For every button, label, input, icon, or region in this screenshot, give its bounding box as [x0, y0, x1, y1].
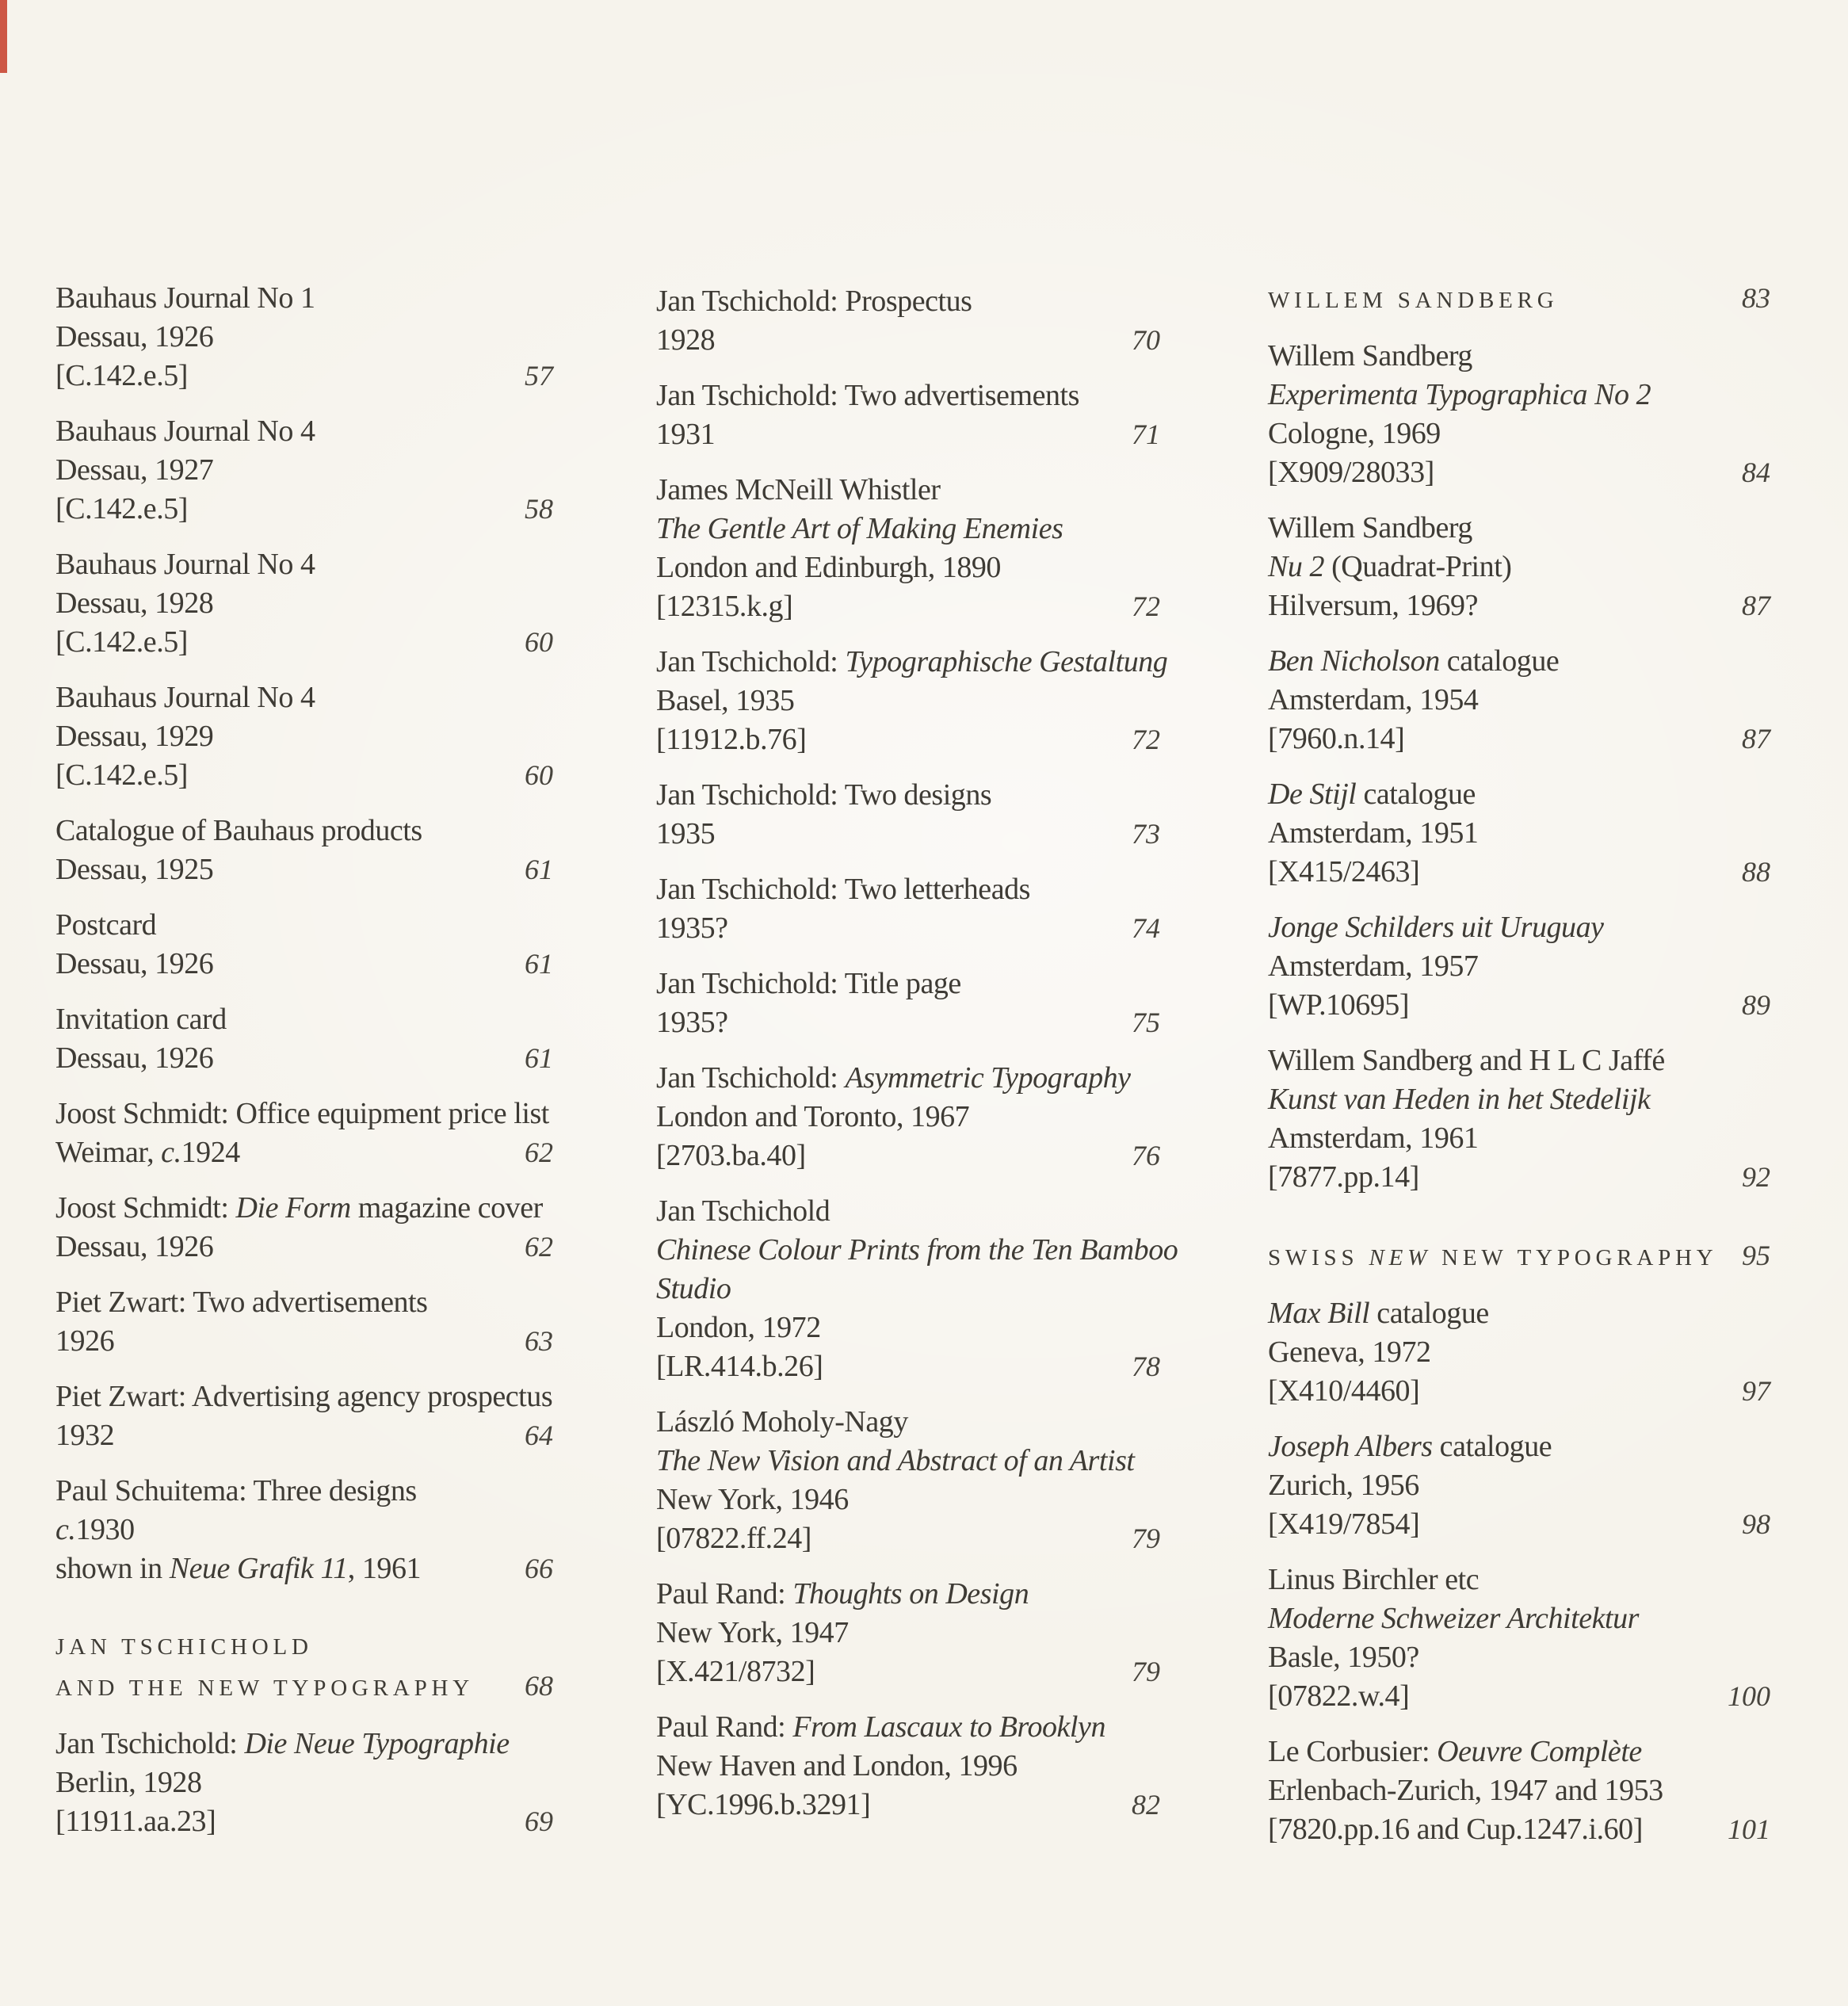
column-2 — [656, 282, 1178, 1841]
line-text: Dessau, 1927 — [55, 453, 214, 487]
entry-line — [55, 451, 553, 490]
line-text: Jan Tschichold: Typographische Gestaltung — [656, 645, 1168, 678]
line-text: Kunst van Heden in het Stedelijk — [1268, 1083, 1651, 1116]
line-text: Willem Sandberg — [1268, 339, 1472, 373]
line-text: [2703.ba.40] — [656, 1139, 806, 1172]
entry-line — [1268, 1372, 1770, 1411]
entry-line — [656, 1614, 1160, 1653]
line-text: Moderne Schweizer Architektur — [1268, 1602, 1639, 1635]
scan-edge-artifact — [0, 0, 7, 73]
page-number: 98 — [1742, 1508, 1770, 1540]
page-number: 82 — [1132, 1789, 1160, 1821]
catalogue-entry — [1268, 1733, 1770, 1849]
line-text: [11912.b.76] — [656, 723, 807, 756]
entry-line — [55, 1628, 553, 1667]
entry-line — [656, 1403, 1160, 1442]
entry-line — [656, 776, 1160, 815]
entry-line — [656, 1747, 1160, 1786]
catalogue-entry — [1268, 509, 1770, 625]
entry-line — [55, 584, 553, 623]
entry-line — [1268, 453, 1770, 492]
catalogue-entry — [656, 1708, 1160, 1825]
entry-line — [1268, 1677, 1770, 1716]
line-text: [07822.w.4] — [1268, 1679, 1410, 1713]
catalogue-entry — [1268, 908, 1770, 1025]
entry-line — [1268, 376, 1770, 415]
entry-line — [656, 376, 1160, 415]
line-text: [12315.k.g] — [656, 590, 793, 623]
entry-line — [55, 1133, 553, 1172]
entry-line — [55, 1763, 553, 1802]
line-text: Jan Tschichold: Prospectus — [656, 285, 972, 318]
line-text: Jan Tschichold — [656, 1194, 830, 1228]
entry-line — [55, 906, 553, 945]
entry-line — [656, 1442, 1160, 1481]
page-number: 61 — [525, 1042, 553, 1074]
page-number: 60 — [525, 759, 553, 791]
entry-line — [55, 490, 553, 529]
section-header — [1268, 1236, 1770, 1278]
entry-line — [1268, 720, 1770, 758]
line-text: [X415/2463] — [1268, 855, 1420, 888]
entry-line — [656, 1519, 1160, 1558]
line-text: Dessau, 1926 — [55, 320, 214, 353]
page-number: 68 — [525, 1670, 553, 1702]
entry-line — [1268, 1236, 1770, 1278]
page-number: 79 — [1132, 1656, 1160, 1687]
entry-line — [1268, 1041, 1770, 1080]
line-text: Jonge Schilders uit Uruguay — [1268, 911, 1604, 944]
line-text: Experimenta Typographica No 2 — [1268, 378, 1651, 411]
page-number: 66 — [525, 1553, 553, 1584]
page-number: 58 — [525, 493, 553, 525]
line-text: [C.142.e.5] — [55, 492, 189, 525]
line-text: Joost Schmidt: Die Form magazine cover — [55, 1191, 543, 1225]
line-text: New York, 1947 — [656, 1616, 849, 1649]
entry-line — [656, 1347, 1160, 1386]
line-text: Piet Zwart: Two advertisements — [55, 1286, 428, 1319]
entry-line — [656, 471, 1160, 510]
entry-line — [656, 415, 1160, 454]
catalogue-entry — [55, 1377, 553, 1455]
entry-line — [55, 1000, 553, 1039]
line-text: Basel, 1935 — [656, 684, 795, 717]
catalogue-entry — [55, 1472, 553, 1588]
line-text: London, 1972 — [656, 1311, 821, 1344]
page-number: 87 — [1742, 590, 1770, 621]
line-text: SWISS NEW NEW TYPOGRAPHY — [1268, 1245, 1718, 1270]
catalogue-entry — [55, 1725, 553, 1841]
catalogue-entry — [656, 870, 1160, 948]
entry-line — [656, 510, 1160, 548]
entry-line — [55, 1377, 553, 1416]
line-text: László Moholy-Nagy — [656, 1405, 908, 1439]
line-text: Willem Sandberg and H L C Jaffé — [1268, 1044, 1665, 1077]
line-text: The New Vision and Abstract of an Artist — [656, 1444, 1135, 1477]
catalogue-entry — [55, 1189, 553, 1267]
page-number: 95 — [1742, 1240, 1770, 1271]
line-text: Zurich, 1956 — [1268, 1469, 1419, 1502]
line-text: London and Edinburgh, 1890 — [656, 551, 1001, 584]
line-text: Jan Tschichold: Two letterheads — [656, 873, 1030, 906]
line-text: Ben Nicholson catalogue — [1268, 644, 1560, 678]
entry-line — [55, 1549, 553, 1588]
catalogue-entry — [55, 1283, 553, 1361]
line-text: De Stijl catalogue — [1268, 778, 1476, 811]
catalogue-entry — [55, 545, 553, 662]
entry-line — [656, 1137, 1160, 1175]
page-number: 88 — [1742, 856, 1770, 888]
line-text: Dessau, 1926 — [55, 1230, 214, 1263]
line-text: Invitation card — [55, 1003, 227, 1036]
page-number: 69 — [525, 1805, 553, 1837]
entry-line — [656, 1231, 1178, 1270]
page-number: 70 — [1132, 324, 1160, 356]
catalogue-entry — [55, 812, 553, 889]
page-number: 71 — [1132, 418, 1160, 450]
entry-line — [1268, 1638, 1770, 1677]
entry-line — [1268, 1505, 1770, 1544]
line-text: Dessau, 1926 — [55, 1041, 214, 1075]
entry-line — [1268, 1733, 1770, 1771]
entry-line — [55, 812, 553, 850]
catalogue-entry — [656, 965, 1160, 1042]
entry-line — [1268, 1466, 1770, 1505]
page-number: 61 — [525, 854, 553, 885]
line-text: [X909/28033] — [1268, 456, 1434, 489]
line-text: Linus Birchler etc — [1268, 1563, 1480, 1596]
line-text: Joost Schmidt: Office equipment price list — [55, 1097, 549, 1130]
catalogue-entry — [1268, 775, 1770, 892]
page-number: 73 — [1132, 818, 1160, 850]
entry-line — [55, 1039, 553, 1078]
line-text: [YC.1996.b.3291] — [656, 1788, 871, 1821]
line-text: Berlin, 1928 — [55, 1766, 202, 1799]
entry-line — [55, 1322, 553, 1361]
entry-line — [656, 1481, 1160, 1519]
line-text: 1935 — [656, 817, 716, 850]
entry-line — [1268, 947, 1770, 986]
line-text: WILLEM SANDBERG — [1268, 288, 1559, 313]
entry-line — [656, 1309, 1160, 1347]
line-text: 1931 — [656, 418, 716, 451]
page-number: 57 — [525, 360, 553, 392]
line-text: [C.142.e.5] — [55, 359, 189, 392]
catalogue-entry — [656, 471, 1160, 626]
entry-line — [1268, 853, 1770, 892]
entry-line — [1268, 1427, 1770, 1466]
line-text: [11911.aa.23] — [55, 1805, 216, 1838]
page-number: 92 — [1742, 1161, 1770, 1193]
line-text: [X419/7854] — [1268, 1507, 1420, 1541]
catalogue-entry — [656, 776, 1160, 854]
line-text: Joseph Albers catalogue — [1268, 1430, 1552, 1463]
line-text: Bauhaus Journal No 4 — [55, 415, 315, 448]
line-text: Basle, 1950? — [1268, 1641, 1419, 1674]
entry-line — [55, 1228, 553, 1267]
catalogue-entry — [55, 1095, 553, 1172]
entry-line — [656, 1270, 1160, 1309]
entry-line — [656, 720, 1160, 759]
line-text: Jan Tschichold: Asymmetric Typography — [656, 1061, 1131, 1095]
line-text: Paul Rand: Thoughts on Design — [656, 1577, 1029, 1611]
line-text: Cologne, 1969 — [1268, 417, 1441, 450]
entry-line — [55, 1189, 553, 1228]
entry-line — [1268, 1119, 1770, 1158]
page-number: 89 — [1742, 989, 1770, 1021]
line-text: Bauhaus Journal No 4 — [55, 548, 315, 581]
page-number: 78 — [1132, 1351, 1160, 1382]
line-text: Paul Schuitema: Three designs — [55, 1474, 417, 1507]
entry-line — [55, 412, 553, 451]
page-number: 62 — [525, 1137, 553, 1168]
line-text: Max Bill catalogue — [1268, 1297, 1489, 1330]
line-text: [07822.ff.24] — [656, 1522, 812, 1555]
entry-line — [55, 1472, 553, 1511]
entry-line — [1268, 1080, 1770, 1119]
entry-line — [55, 623, 553, 662]
entry-line — [656, 548, 1160, 587]
line-text: London and Toronto, 1967 — [656, 1100, 970, 1133]
line-text: Hilversum, 1969? — [1268, 589, 1478, 622]
entry-line — [1268, 986, 1770, 1025]
catalogue-entry — [55, 412, 553, 529]
line-text: [7877.pp.14] — [1268, 1160, 1419, 1194]
page-number: 60 — [525, 626, 553, 658]
entry-line — [1268, 1158, 1770, 1197]
page-number: 72 — [1132, 590, 1160, 622]
entry-line — [656, 1192, 1160, 1231]
line-text: [X.421/8732] — [656, 1655, 815, 1688]
entry-line — [55, 279, 553, 318]
entry-line — [55, 1283, 553, 1322]
line-text: 1932 — [55, 1419, 115, 1452]
entry-line — [1268, 775, 1770, 814]
catalogue-entry — [656, 1192, 1178, 1386]
entry-line — [656, 682, 1160, 720]
entry-line — [1268, 587, 1770, 625]
page-number: 72 — [1132, 724, 1160, 755]
entry-line — [656, 321, 1160, 360]
column-3 — [1268, 279, 1770, 1866]
entry-line — [1268, 1561, 1770, 1599]
entry-line — [656, 587, 1160, 626]
catalogue-entry — [55, 279, 553, 395]
entry-line — [656, 643, 1168, 682]
entry-line — [55, 318, 553, 357]
page-number: 97 — [1742, 1375, 1770, 1407]
line-text: Dessau, 1928 — [55, 587, 214, 620]
catalogue-entry — [656, 376, 1160, 454]
line-text: [X410/4460] — [1268, 1374, 1420, 1408]
line-text: Dessau, 1929 — [55, 720, 214, 753]
page-number: 76 — [1132, 1140, 1160, 1171]
entry-line — [656, 965, 1160, 1003]
line-text: JAN TSCHICHOLD — [55, 1634, 313, 1660]
line-text: [C.142.e.5] — [55, 625, 189, 659]
line-text: [7960.n.14] — [1268, 722, 1405, 755]
line-text: Geneva, 1972 — [1268, 1335, 1431, 1369]
line-text: Le Corbusier: Oeuvre Complète — [1268, 1735, 1642, 1768]
line-text: Dessau, 1925 — [55, 853, 214, 886]
catalogue-entry — [1268, 1294, 1770, 1411]
line-text: Jan Tschichold: Die Neue Typographie — [55, 1727, 510, 1760]
catalogue-entry — [656, 643, 1168, 759]
page-number: 74 — [1132, 912, 1160, 944]
catalogue-entry — [55, 906, 553, 984]
line-text: Jan Tschichold: Title page — [656, 967, 961, 1000]
entry-line — [55, 1725, 553, 1763]
line-text: Studio — [656, 1272, 731, 1305]
line-text: [LR.414.b.26] — [656, 1350, 823, 1383]
line-text: Nu 2 (Quadrat-Print) — [1268, 550, 1512, 583]
entry-line — [55, 678, 553, 717]
entry-line — [55, 717, 553, 756]
entry-line — [656, 1708, 1160, 1747]
line-text: 1926 — [55, 1324, 115, 1358]
entry-line — [55, 1667, 553, 1708]
entry-line — [656, 1653, 1160, 1691]
line-text: 1935? — [656, 1006, 728, 1039]
page-number: 62 — [525, 1231, 553, 1263]
entry-line — [1268, 548, 1770, 587]
page-number: 100 — [1728, 1680, 1770, 1712]
entry-line — [1268, 642, 1770, 681]
line-text: Paul Rand: From Lascaux to Brooklyn — [656, 1710, 1105, 1744]
line-text: Chinese Colour Prints from the Ten Bamboo — [656, 1233, 1178, 1267]
entry-line — [1268, 1810, 1770, 1849]
line-text: Amsterdam, 1961 — [1268, 1121, 1479, 1155]
entry-line — [55, 850, 553, 889]
page-number: 75 — [1132, 1007, 1160, 1038]
line-text: Weimar, c.1924 — [55, 1136, 240, 1169]
line-text: Erlenbach-Zurich, 1947 and 1953 — [1268, 1774, 1663, 1807]
page-number: 63 — [525, 1325, 553, 1357]
catalogue-entry — [1268, 1561, 1770, 1716]
line-text: c.1930 — [55, 1513, 135, 1546]
page-number: 61 — [525, 948, 553, 980]
page-number: 87 — [1742, 723, 1770, 755]
catalogue-entry — [1268, 1041, 1770, 1197]
line-text: Amsterdam, 1951 — [1268, 816, 1479, 850]
line-text: Postcard — [55, 908, 157, 942]
line-text: Amsterdam, 1954 — [1268, 683, 1479, 716]
entry-line — [656, 1786, 1160, 1825]
section-header — [1268, 279, 1770, 320]
page-number: 101 — [1728, 1813, 1770, 1845]
line-text: Jan Tschichold: Two advertisements — [656, 379, 1079, 412]
catalogue-entry — [1268, 337, 1770, 492]
entry-line — [1268, 509, 1770, 548]
entry-line — [1268, 337, 1770, 376]
line-text: shown in Neue Grafik 11, 1961 — [55, 1552, 422, 1585]
catalogue-entry — [656, 1403, 1160, 1558]
entry-line — [1268, 1333, 1770, 1372]
catalogue-entry — [55, 678, 553, 795]
line-text: Dessau, 1926 — [55, 947, 214, 980]
entry-line — [55, 357, 553, 395]
entry-line — [55, 1511, 553, 1549]
line-text: 1935? — [656, 911, 728, 945]
column-1 — [55, 279, 553, 1858]
line-text: Amsterdam, 1957 — [1268, 950, 1479, 983]
catalogue-entry — [55, 1000, 553, 1078]
entry-line — [1268, 908, 1770, 947]
line-text: 1928 — [656, 323, 716, 357]
line-text: New Haven and London, 1996 — [656, 1749, 1018, 1782]
line-text: Willem Sandberg — [1268, 511, 1472, 544]
line-text: Bauhaus Journal No 4 — [55, 681, 315, 714]
entry-line — [656, 870, 1160, 909]
entry-line — [1268, 1599, 1770, 1638]
entry-line — [55, 545, 553, 584]
line-text: New York, 1946 — [656, 1483, 849, 1516]
entry-line — [656, 282, 1160, 321]
entry-line — [656, 909, 1160, 948]
entry-line — [656, 1098, 1160, 1137]
entry-line — [1268, 681, 1770, 720]
line-text: The Gentle Art of Making Enemies — [656, 512, 1063, 545]
catalogue-entry — [656, 282, 1160, 360]
entry-line — [1268, 1294, 1770, 1333]
entry-line — [55, 1416, 553, 1455]
catalogue-entry — [656, 1575, 1160, 1691]
entry-line — [1268, 814, 1770, 853]
line-text: Piet Zwart: Advertising agency prospectus — [55, 1380, 553, 1413]
entry-line — [1268, 279, 1770, 320]
entry-line — [656, 1059, 1160, 1098]
line-text: Catalogue of Bauhaus products — [55, 814, 422, 847]
line-text: [7820.pp.16 and Cup.1247.i.60] — [1268, 1813, 1643, 1846]
line-text: Jan Tschichold: Two designs — [656, 778, 992, 812]
page-number: 79 — [1132, 1523, 1160, 1554]
line-text: Bauhaus Journal No 1 — [55, 281, 315, 315]
catalogue-entry — [1268, 1427, 1770, 1544]
line-text: [WP.10695] — [1268, 988, 1410, 1022]
entry-line — [55, 756, 553, 795]
page-number: 64 — [525, 1419, 553, 1451]
entry-line — [55, 1802, 553, 1841]
line-text: James McNeill Whistler — [656, 473, 941, 506]
entry-line — [1268, 1771, 1770, 1810]
entry-line — [1268, 415, 1770, 453]
page-number: 84 — [1742, 457, 1770, 488]
line-text: [C.142.e.5] — [55, 758, 189, 792]
entry-line — [55, 945, 553, 984]
line-text: AND THE NEW TYPOGRAPHY — [55, 1675, 474, 1701]
entry-line — [656, 815, 1160, 854]
entry-line — [656, 1003, 1160, 1042]
entry-line — [656, 1575, 1160, 1614]
catalogue-entry — [656, 1059, 1160, 1175]
section-header — [55, 1628, 553, 1708]
entry-line — [55, 1095, 553, 1133]
catalogue-entry — [1268, 642, 1770, 758]
page-number: 83 — [1742, 282, 1770, 314]
